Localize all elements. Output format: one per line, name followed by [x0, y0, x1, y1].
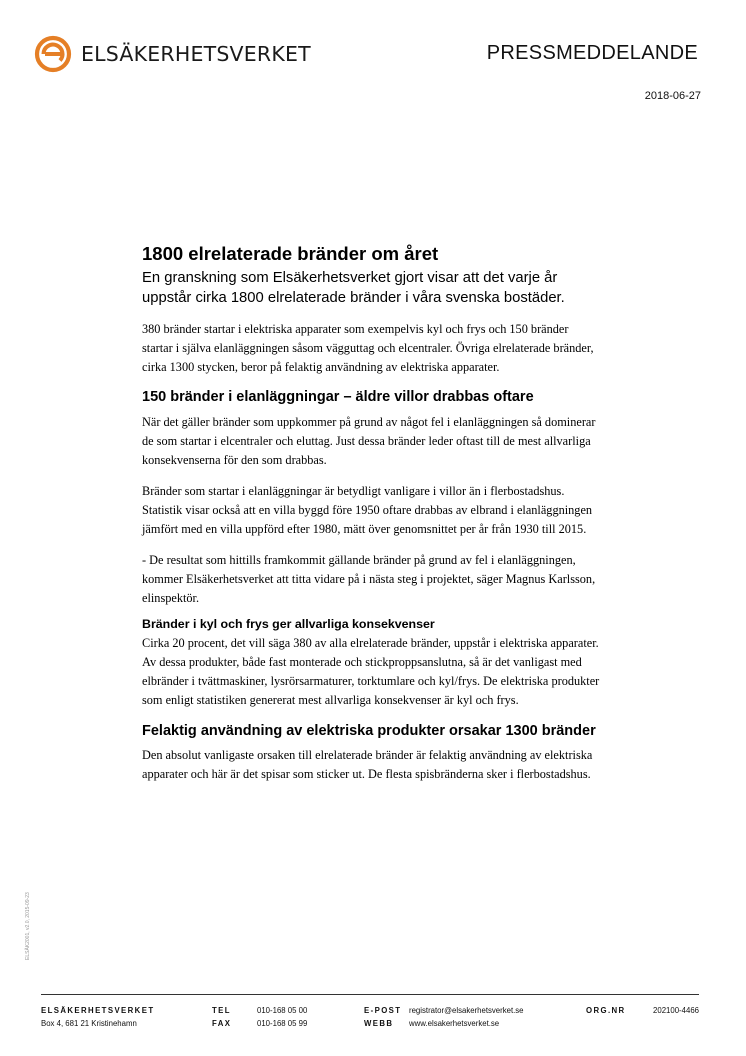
footer-web[interactable]: www.elsakerhetsverket.se [409, 1019, 500, 1028]
paragraph-3: Bränder som startar i elanläggningar är betydligt vanligare i villor än i flerbostadshus. Statistik visar också att en villa byggd före 1950 oftare drabbas av elbrand i elanläggningen jämfört med en villa uppförd efter 1980, mätt över genomsnittet per år från 1930 till 2015. [142, 484, 593, 536]
footer [41, 1004, 699, 1030]
article [142, 243, 602, 784]
heading-felaktig-anvandning: Felaktig användning av elektriska produkter orsakar 1300 bränder [142, 723, 596, 739]
footer-web-label: WEBB [364, 1019, 394, 1028]
footer-fax-label: FAX [212, 1019, 232, 1028]
paragraph-1: 380 bränder startar i elektriska apparater som exempelvis kyl och frys och 150 bränder startar i själva elanläggningen såsom vägguttag och elcentraler. Övriga elrelaterade bränder, cirka 1300 stycken, beror på felaktig användning av elektriska apparater. [142, 322, 594, 374]
footer-orgnr-label: ORG.NR [586, 1006, 626, 1015]
elsakerhetsverket-logo-icon [34, 35, 72, 73]
footer-tel: 010-168 05 00 [257, 1006, 308, 1015]
article-ingress: En granskning som Elsäkerhetsverket gjort visar att det varje år uppstår cirka 1800 elrelaterade bränder i våra svenska bostäder. [142, 270, 565, 306]
footer-email-label: E-POST [364, 1006, 402, 1015]
article-title: 1800 elrelaterade bränder om året [142, 243, 439, 264]
paragraph-2: När det gäller bränder som uppkommer på grund av något fel i elanläggningen så dominerar de som startar i elcentraler och eluttag. Just dessa bränder leder oftast till de mest allvarliga konsekvenserna för den som drabbas. [142, 415, 596, 467]
paragraph-6: Den absolut vanligaste orsaken till elrelaterade bränder är felaktig användning av elektriska apparater och här är det spisar som sticker ut. De flesta spisbränderna sker i flerbostadshus. [142, 748, 593, 781]
paragraph-5: Cirka 20 procent, det vill säga 380 av alla elrelaterade bränder, uppstår i elektriska apparater. Av dessa produkter, både fast monterade och stickproppsanslutna, så är det vanligast med elbränder i tvättmaskiner, lysrörsarmaturer, torktumlare och kyl/frys. De elektriska produkter som enligt statistiken genererat mest allvarliga konsekvenser är kyl och frys. [142, 636, 600, 707]
footer-divider [41, 994, 699, 995]
footer-org-name: ELSÄKERHETSVERKET [41, 1006, 155, 1015]
logo [34, 35, 311, 73]
document-date: 2018-06-27 [644, 90, 701, 102]
heading-kyl-frys: Bränder i kyl och frys ger allvarliga konsekvenser [142, 617, 435, 631]
footer-email[interactable]: registrator@elsakerhetsverket.se [409, 1006, 524, 1015]
footer-orgnr: 202100-4466 [653, 1006, 699, 1015]
document-type: PRESSMEDDELANDE [486, 42, 698, 64]
footer-tel-label: TEL [212, 1006, 231, 1015]
document-version-code: ELSÄK2001, v2.0, 2015-09-23 [25, 892, 31, 960]
logo-text: ELSÄKERHETSVERKET [81, 42, 311, 66]
footer-fax: 010-168 05 99 [257, 1019, 308, 1028]
footer-address: Box 4, 681 21 Kristinehamn [41, 1019, 137, 1028]
paragraph-4: - De resultat som hittills framkommit gällande bränder på grund av fel i elanläggningen, kommer Elsäkerhetsverket att titta vidare på i nästa steg i projektet, säger Magnus Karlsson, elinspektör. [142, 553, 596, 605]
heading-elanlaggningar: 150 bränder i elanläggningar – äldre villor drabbas oftare [142, 389, 534, 405]
